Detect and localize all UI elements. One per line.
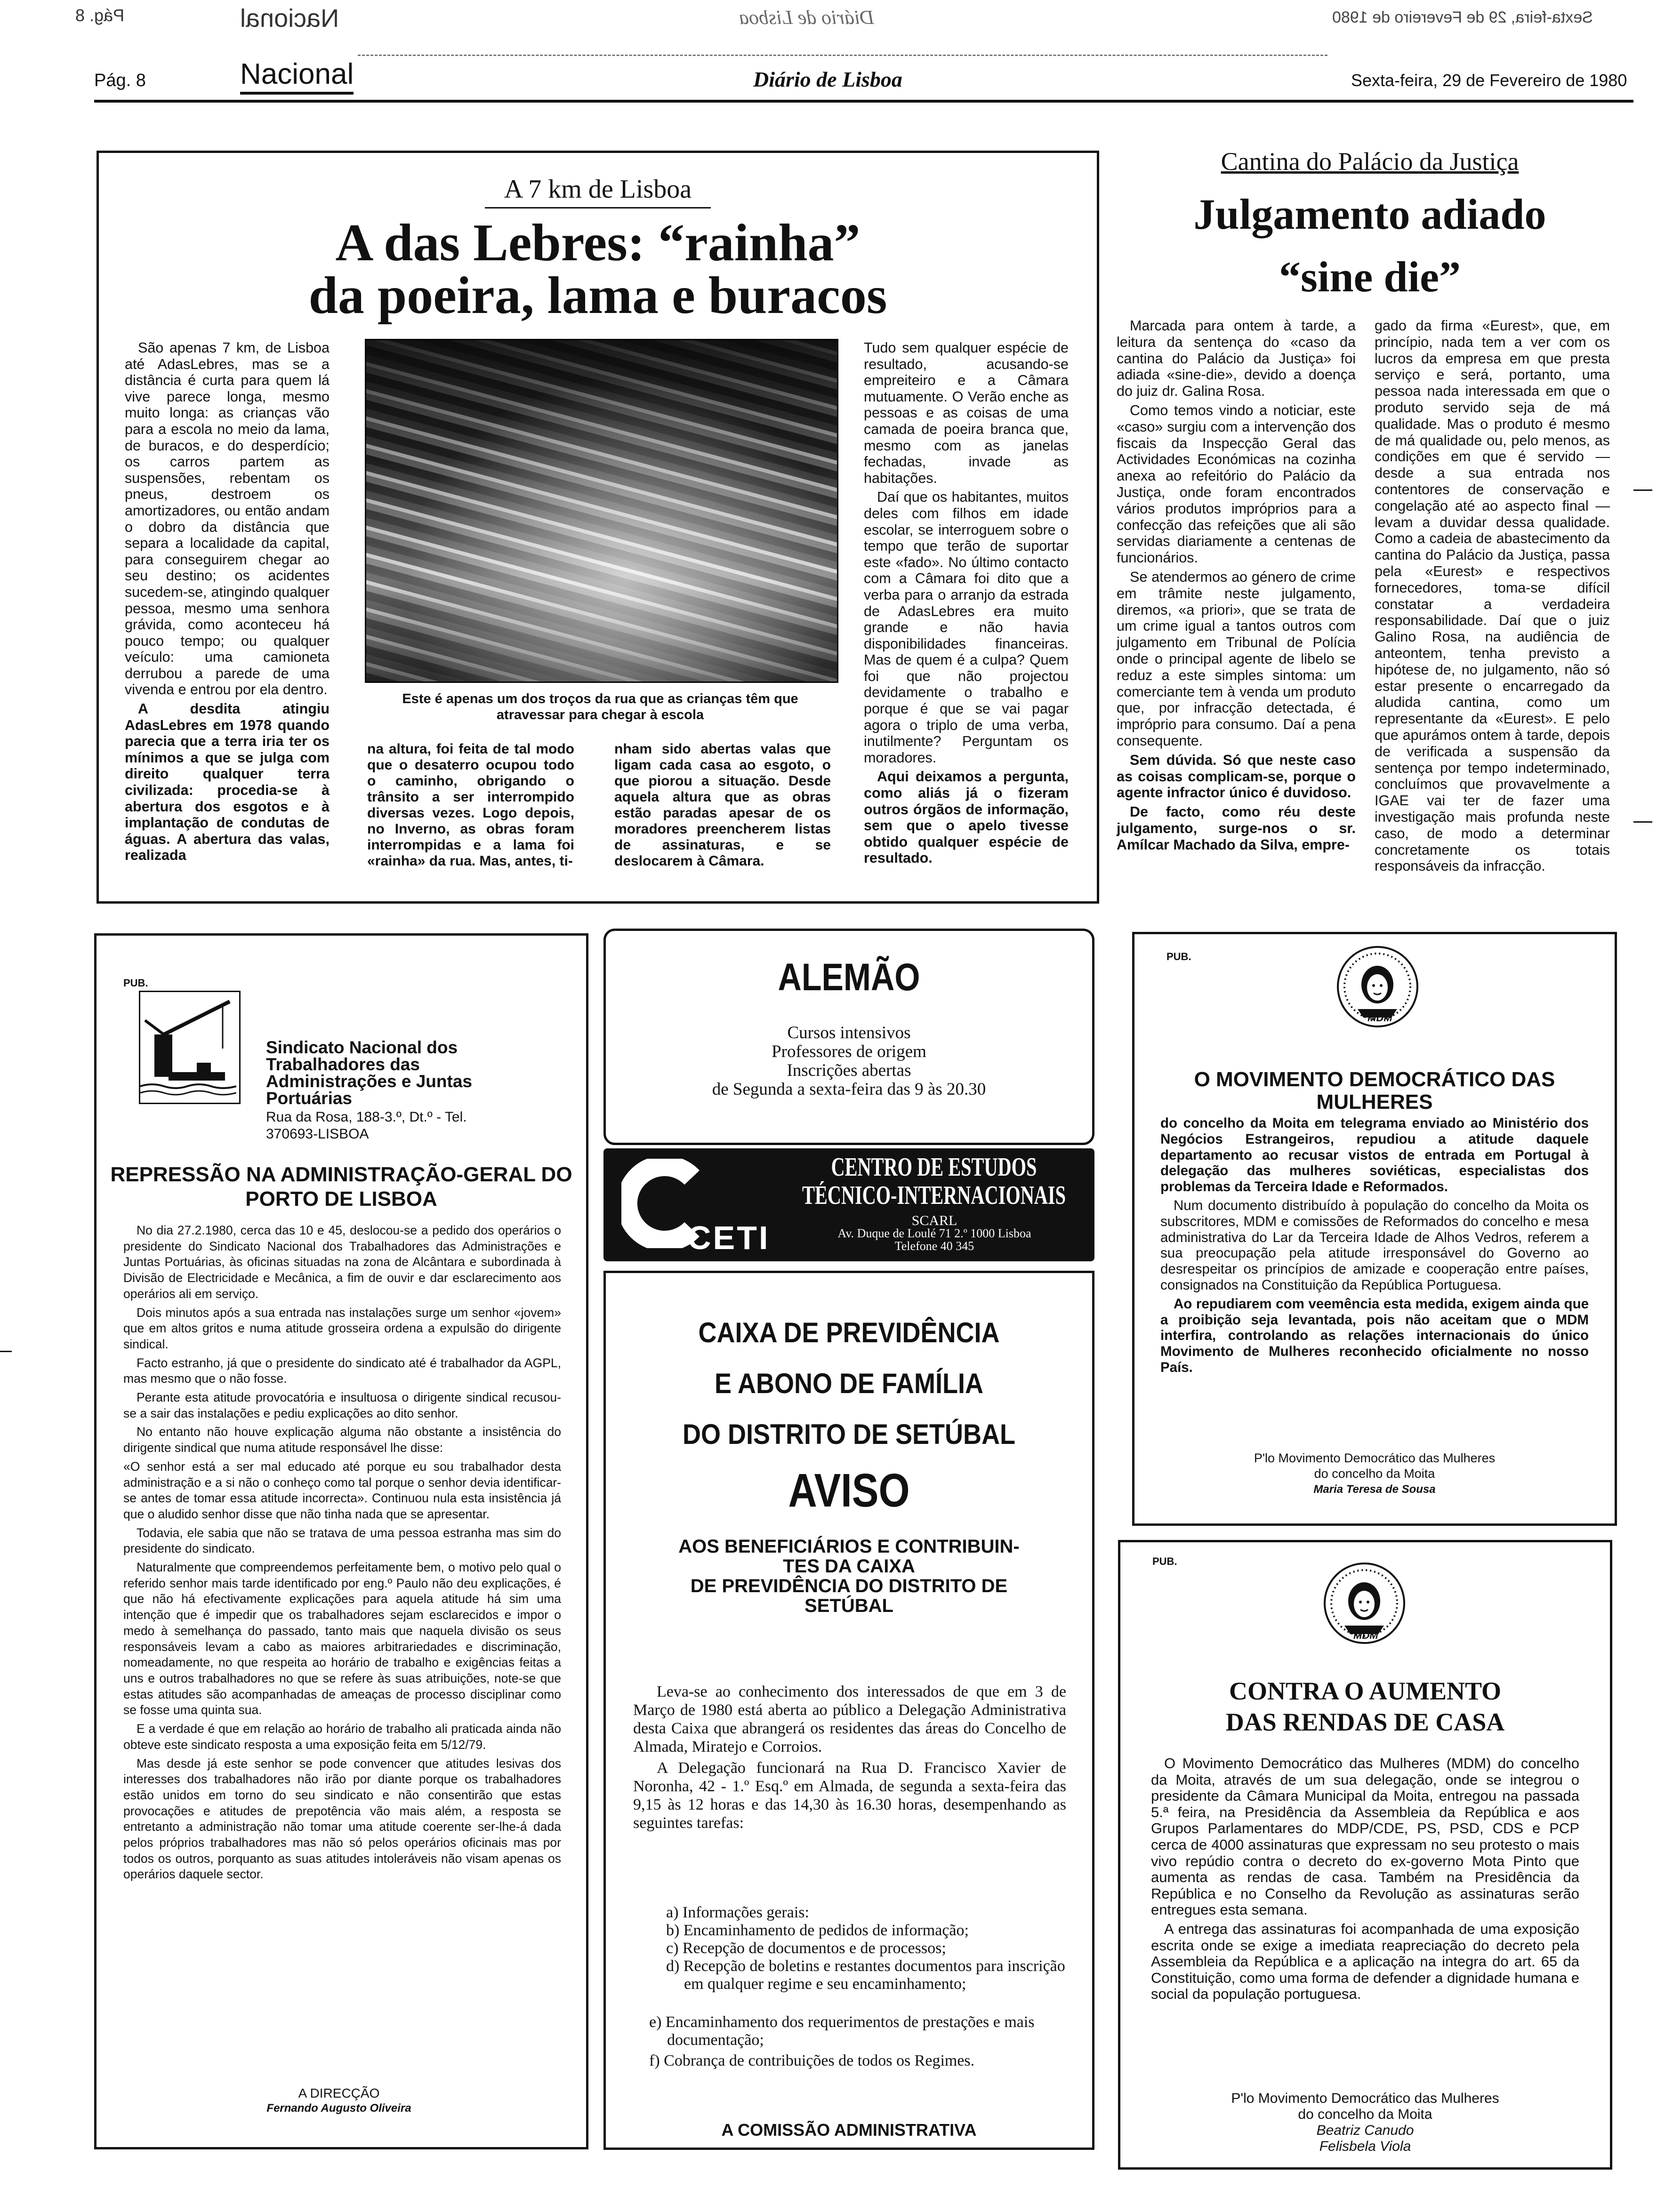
signature-line: Felisbela Viola	[1319, 2139, 1411, 2154]
left-margin-dash	[0, 1351, 12, 1352]
lebres-column-2: na altura, foi feita de tal modo que o desaterro ocupou todo o caminho, obrigando o trânsito a ser interrompido diversas vezes. Logo depois, no Inverno, as obras foram interrompidas e a lama foi «rainha» da rua. Mas, antes, ti-	[367, 741, 574, 869]
sindicato-paragraph: Mas desde já este senhor se pode convencer que atitudes lesivas dos interesses dos trabalhadores não irão por diante porque os trabalhadores estão unidos em torno do seu sindicato e não consentirão que estas provocações e atitudes de prepotência vão mais além, a resposta se entretanto a administração não tomar uma atitude coerente ser-lhe-á dada pelos próprios trabalhadores mas não só pelos operários oficinais mas por todos os outros, porquanto as suas atitudes intoleráveis não visam apenas os operários daquele sector.	[123, 1756, 561, 1882]
road-photo	[365, 339, 838, 683]
sindicato-name-line: Sindicato Nacional dos	[266, 1038, 458, 1057]
caixa-signature: A COMISSÃO ADMINISTRATIVA	[721, 2120, 977, 2140]
caixa-subtitle-line: DE PREVIDÊNCIA DO DISTRITO DE	[690, 1576, 1008, 1596]
caixa-title-line: E ABONO DE FAMÍLIA	[714, 1368, 983, 1399]
sindicato-headline	[108, 1162, 574, 1211]
masthead: Diário de Lisboa	[753, 67, 902, 91]
mdm2-body	[1151, 1755, 1579, 2005]
issue-date: Sexta-feira, 29 de Fevereiro de 1980	[1351, 71, 1627, 90]
address-line: Rua da Rosa, 188-3.º, Dt.º - Tel.	[266, 1109, 467, 1125]
mdm1-title	[1132, 1068, 1617, 1114]
caixa-task-item: c) Recepção de documentos e de processos;	[666, 1940, 946, 1957]
cantina-column-1	[1117, 318, 1356, 856]
ceti-contact	[772, 1214, 1097, 1252]
mdm-logo-text: MDM	[1353, 1629, 1378, 1641]
sindicato-paragraph: E a verdade é que em relação ao horário de trabalho ali praticada ainda não obteve este sindicato resposta a uma exposição feita em 5/12/79.	[123, 1722, 561, 1752]
signature-line: do concelho da Moita	[1314, 1467, 1435, 1481]
signature-line: Fernando Augusto Oliveira	[266, 2102, 411, 2115]
mdm1-body	[1160, 1115, 1589, 1378]
alemao-details	[603, 1024, 1094, 1099]
ceti-name-line: TÉCNICO-INTERNACIONAIS	[802, 1181, 1066, 1210]
photo-caption: Este é apenas um dos troços da rua que as crianças têm que atravessar para chegar à escola	[402, 691, 798, 722]
caixa-subtitle-line: AOS BENEFICIÁRIOS E CONTRIBUIN-	[678, 1536, 1020, 1557]
mdm1-title-line: MULHERES	[1316, 1090, 1433, 1114]
cantina-headline-1: Julgamento adiado	[1193, 190, 1546, 238]
cantina-paragraph: Sem dúvida. Só que neste caso as coisas complicam-se, porque o agente infractor único é duvidoso.	[1117, 752, 1356, 801]
lebres-paragraph: São apenas 7 km, de Lisboa até AdasLebres, mas se a distância é curta para quem lá vive parece longa, mesmo muito longa: as crianças vão para a escola no meio da lama, de buracos, e do desperdício; os carros partem as suspensões, rebentam os pneus, destroem os amortizadores, ou então andam o dobro da distância que separa a localidade da capital, para conseguirem chegar ao seu destino; os acidentes sucedem-se, atingindo qualquer pessoa, mesmo uma senhora grávida, como aconteceu há pouco tempo; ou qualquer veículo: uma camioneta derrubou a parede de uma vivenda e entrou por ela dentro.	[125, 340, 330, 698]
lebres-paragraph: Aqui deixamos a pergunta, como aliás já o fizeram outros órgãos de informação, sem que o apelo tivesse obtido qualquer espécie de resultado.	[864, 769, 1069, 866]
caixa-task-item: a) Informações gerais:	[666, 1904, 809, 1921]
margin-dash	[1633, 821, 1652, 823]
alemao-line: Professores de origem	[772, 1042, 926, 1061]
pub-label: PUB.	[123, 977, 148, 989]
sindicato-address	[266, 1109, 467, 1143]
margin-dash	[1633, 489, 1652, 491]
mdm1-title-line: O MOVIMENTO DEMOCRÁTICO DAS	[1194, 1068, 1555, 1091]
signature-line: A DIRECÇÃO	[298, 2086, 380, 2100]
caixa-task-item: e) Encaminhamento dos requerimentos de prestações e mais documentação;	[649, 2013, 1035, 2049]
page-number: Pág. 8	[94, 71, 146, 90]
caixa-paragraph: A Delegação funcionará na Rua D. Francisco Xavier de Noronha, 42 - 1.º Esq.º em Almada, de segunda a sexta-feira das 9,15 às 12 horas e das 14,30 às 16.30 horas, desempenhando as seguintes tarefas:	[633, 1759, 1066, 1832]
sindicato-paragraph: No dia 27.2.1980, cerca das 10 e 45, deslocou-se a pedido dos operários o presidente do Sindicato Nacional dos Trabalhadores das Administrações e Juntas Portuárias, às oficinas situadas na zona de Alcântara e subordinada à Divisão de Electricidade e Mecânica, a fim de ouvir e dar esclarecimento aos operários ali em serviço.	[123, 1223, 561, 1301]
lebres-column-1	[125, 340, 330, 866]
mdm-logo-text: MDM	[1367, 1012, 1392, 1024]
sindicato-paragraph: Naturalmente que compreendemos perfeitamente bem, o motivo pelo qual o referido senhor mais tarde identificado por eng.º Paulo não deu explicações, é que não há efectivamente explicações para aquela atitude há sim uma intenção que é impedir que os trabalhadores sejam esclarecidos e impor o medo à semelhança do passado, tanto mais que naquela divisão os seus responsáveis levam a cabo as maiores arbitrariedades e discriminação, nomeadamente, no que respeita ao horário de trabalho e exigências feitas a uns e outros trabalhadores no que se refere às suas atribuições, note-se que estas atitudes são acompanhadas de ameaças de processo disciplinar como se fosse uma quinta sua.	[123, 1560, 561, 1717]
caixa-task-item: b) Encaminhamento de pedidos de informação;	[666, 1922, 969, 1939]
alemao-line: Cursos intensivos	[787, 1023, 911, 1042]
caixa-title-line: CAIXA DE PREVIDÊNCIA	[698, 1317, 1000, 1348]
mdm1-signature	[1132, 1451, 1617, 1497]
lebres-paragraph: A desdita atingiu AdasLebres em 1978 quando parecia que a terra iria ter os mínimos a que se julga com direito qualquer terra civilizada: procedia-se à abertura dos esgotos e à implantação de condutas de águas. A abertura das valas, realizada	[125, 701, 330, 864]
sindicato-signature	[235, 2086, 442, 2116]
caixa-task-list-2	[633, 2013, 1066, 2070]
signature-line: do concelho da Moita	[1298, 2107, 1432, 2122]
sindicato-paragraph: «O senhor está a ser mal educado até porque eu sou trabalhador desta administração e a si não o conheço como tal porque o senhor devia identificar-se antes de tomar essa atitude incorrecta». Continuou nula esta insistência já que o aludido senhor disse que não tinha nada que se apresentar.	[123, 1459, 561, 1521]
cantina-headline-2: “sine die”	[1279, 253, 1461, 301]
signature-line: Beatriz Canudo	[1316, 2123, 1414, 2138]
signature-line: P'lo Movimento Democrático das Mulheres	[1231, 2091, 1499, 2106]
caixa-task-item: d) Recepção de boletins e restantes documentos para inscrição em qualquer regime e seu encaminhamento;	[666, 1957, 1065, 1993]
ceti-name-line: CENTRO DE ESTUDOS	[831, 1153, 1037, 1182]
caixa-aviso: AVISO	[788, 1464, 910, 1517]
alemao-title: ALEMÃO	[778, 956, 920, 999]
cantina-kicker: Cantina do Palácio da Justiça	[1221, 147, 1519, 176]
header-dotted-rule	[358, 55, 1327, 56]
mdm1-paragraph: Num documento distribuído à população do concelho da Moita os subscritores, MDM e comissões de Reformados do concelho e mesa administrativa do Lar da Terceira Idade de Alhos Vedros, referem a sua preocupação pela atitude irresponsável do Governo ao desrespeitar os princípios de amizade e cooperação entre países, consignados na Constituição da República Portuguesa.	[1160, 1197, 1589, 1293]
caixa-title	[628, 1307, 1070, 1460]
sindicato-name-line: Portuárias	[266, 1089, 353, 1108]
cantina-column-2	[1375, 318, 1610, 877]
mirror-section: Nacional	[240, 4, 339, 32]
mdm2-title	[1118, 1675, 1612, 1738]
address-line: 370693-LISBOA	[266, 1126, 369, 1142]
lebres-column-4	[864, 340, 1069, 869]
lebres-column-3: nham sido abertas valas que ligam cada casa ao esgoto, o que piorou a situação. Desde aquela altura que as obras estão paradas apesar de os moradores preencherem listas de assinaturas, e se deslocarem à Câmara.	[614, 741, 831, 869]
caixa-subtitle	[603, 1537, 1094, 1616]
signature-line: Maria Teresa de Sousa	[1313, 1483, 1436, 1496]
lebres-headline-2: da poeira, lama e buracos	[308, 266, 887, 325]
mirror-date: Sexta-feira, 29 de Fevereiro de 1980	[1332, 8, 1593, 26]
ceti-logo: CETI	[687, 1219, 770, 1256]
cantina-paragraph: De facto, como réu deste julgamento, surge-nos o sr. Amílcar Machado da Silva, empre-	[1117, 804, 1356, 853]
alemao-line: Inscrições abertas	[787, 1061, 911, 1080]
sindicato-name	[266, 1039, 472, 1107]
caixa-subtitle-line: TES DA CAIXA	[783, 1556, 915, 1577]
caixa-paragraph: Leva-se ao conhecimento dos interessados de que em 3 de Março de 1980 está aberta ao público a Delegação Administrativa desta Caixa que abrangerá os residentes das áreas do Concelho de Almada, Miratejo e Corroios.	[633, 1683, 1066, 1755]
sindicato-paragraph: Perante esta atitude provocatória e insultuosa o dirigente sindical recusou-se a sair das instalações e pediu explicações ao dito senhor.	[123, 1390, 561, 1420]
mirror-masthead: Diário de Lisboa	[739, 7, 875, 29]
mdm1-paragraph: Ao repudiarem com veemência esta medida, exigem ainda que a proibição seja levantada, pois não aceitam que o MDM interfira, controlando as relações internacionais do único Movimento de Mulheres reconhecido oficialmente no nosso País.	[1160, 1296, 1589, 1375]
lebres-kicker: A 7 km de Lisboa	[504, 175, 692, 204]
mirror-page-number: Pág. 8	[75, 6, 125, 25]
mdm2-title-line: CONTRA O AUMENTO	[1229, 1677, 1502, 1705]
mdm1-paragraph: do concelho da Moita em telegrama enviado ao Ministério dos Negócios Estrangeiros, repudiou a atitude daquele departamento ao recusar vistos de entrada em Portugal à delegação das mulheres soviéticas, especialistas dos problemas da Terceira Idade e Reformados.	[1160, 1115, 1589, 1195]
cantina-paragraph: Como temos vindo a noticiar, este «caso» surgiu com a intervenção dos fiscais da Inspecção Geral das Actividades Económicas na cozinha anexa ao refeitório do Palácio da Justiça, onde foram encontrados vários produtos impróprios para a confecção das refeições que ali são servidas diariamente a centenas de funcionários.	[1117, 402, 1356, 566]
caixa-subtitle-line: SETÚBAL	[804, 1595, 893, 1616]
mdm2-paragraph: A entrega das assinaturas foi acompanhada de uma exposição escrita onde se exige a imediata reapreciação do decreto pela Assembleia da República e a aplicação na integra do art. 65 da Constituição, como uma forma de defender a dignidade humana e social da população portuguesa.	[1151, 1920, 1579, 2003]
sindicato-name-line: Administrações e Juntas	[266, 1072, 472, 1091]
headline-line: PORTO DE LISBOA	[245, 1187, 437, 1210]
sindicato-name-line: Trabalhadores das	[266, 1055, 420, 1074]
sindicato-paragraph: Facto estranho, já que o presidente do sindicato até é trabalhador da AGPL, mas mesmo que o não fosse.	[123, 1355, 561, 1386]
caixa-body	[633, 1683, 1066, 1835]
lebres-headline-1: A das Lebres: “rainha”	[335, 214, 861, 272]
port-crane-icon	[139, 991, 241, 1104]
sindicato-paragraph: No entanto não houve explicação alguma não obstante a insistência do dirigente sindical que numa atitude responsável lhe disse:	[123, 1425, 561, 1455]
headline-line: REPRESSÃO NA ADMINISTRAÇÃO-GERAL DO	[110, 1163, 572, 1186]
mdm2-signature	[1118, 2091, 1612, 2155]
header-rule	[94, 100, 1633, 103]
cantina-paragraph: Se atendermos ao género de crime em trâmite neste julgamento, diremos, «a priori», que se trata de um crime igual a tantos outros com julgamento em Tribunal de Polícia onde o principal agente de libelo se reduz a este simples sintoma: um comerciante tem à venda um produto que, por infracção detectada, é impróprio para consumo. Daí a pena consequente.	[1117, 569, 1356, 749]
ceti-address: Av. Duque de Loulé 71 2.º 1000 Lisboa	[837, 1226, 1031, 1240]
lebres-kicker-rule	[485, 207, 711, 208]
lebres-paragraph: Daí que os habitantes, muitos deles com filhos em idade escolar, se interroguem sobre o tempo que terão de suportar este «fado». No último contacto com a Câmara foi dito que a verba para o arranjo da estrada de AdasLebres era muito grande e não havia disponibilidades financeiras. Mas de quem é a culpa? Quem foi que não projectou devidamente o trabalho e porque é que se vai pagar agora o triplo de uma verba, inutilmente? Perguntam os moradores.	[864, 489, 1069, 766]
ceti-phone: Telefone 40 345	[894, 1239, 974, 1253]
caixa-task-item: f) Cobrança de contribuições de todos os Regimes.	[649, 2052, 975, 2069]
signature-line: P'lo Movimento Democrático das Mulheres	[1254, 1451, 1496, 1465]
lebres-paragraph: Tudo sem qualquer espécie de resultado, acusando-se empreiteiro e a Câmara mutuamente. O Verão enche as pessoas e as coisas de uma camada de poeira branca que, mesmo com as janelas fechadas, invade as habitações.	[864, 340, 1069, 486]
ceti-scarl: SCARL	[911, 1213, 957, 1228]
alemao-line: de Segunda a sexta-feira das 9 às 20.30	[712, 1080, 986, 1099]
sindicato-paragraph: Dois minutos após a sua entrada nas instalações surge um senhor «jovem» que em altos gritos e numa atitude grosseira ordena a expulsão do dirigente sindical.	[123, 1305, 561, 1351]
cantina-paragraph: Marcada para ontem à tarde, a leitura da sentença do «caso da cantina do Palácio da Justiça» foi adiada «sine-die», devido a doença do juiz dr. Galina Rosa.	[1117, 318, 1356, 400]
caixa-title-line: DO DISTRITO DE SETÚBAL	[682, 1419, 1016, 1450]
mdm2-paragraph: O Movimento Democrático das Mulheres (MDM) do concelho da Moita, através de um sua delegação, onde se integrou o presidente da Câmara Municipal da Moita, entregou na passada 5.ª feira, na Presidência da Assembleia da República e aos Grupos Parlamentares do MDP/CDE, PS, PSD, CDS e PCP cerca de 4000 assinaturas que expressam no seu protesto o mais vivo repúdio contra o decreto do ex-governo Mota Pinto que aumenta as rendas de casa. Também na Presidência da República e no Conselho da Revolução as assinaturas serão entregues esta semana.	[1151, 1755, 1579, 1918]
cantina-paragraph: gado da firma «Eurest», que, em princípio, nada tem a ver com os lucros da empresa em que presta serviço e será, portanto, uma pessoa nada interessada em que o produto servido seja de má qualidade. Mas o produto é mesmo de má qualidade ou, pelo menos, as condições em que é servido — desde a sua entrada nos contentores de conservação e congelação até ao aspecto final — levam a duvidar dessa qualidade. Como a cadeia de abastecimento da cantina do Palácio da Justiça, passa pela «Eurest» e respectivos fornecedores, toma-se difícil constatar a verdadeira responsabilidade. Daí que o juiz Galino Rosa, na audiência de anteontem, tenha previsto a hipótese de, no julgamento, não só estar presente o encarregado da aludida cantina, como um representante da «Eurest». E pelo que apurámos ontem à tarde, depois de verificada a suspensão da sentença por tempo indeterminado, concluímos que provavelmente a IGAE vai ter de fazer uma investigação mais profunda neste caso, de modo a determinar concretamente os totais responsáveis da infracção.	[1375, 318, 1610, 874]
section-title: Nacional	[240, 57, 354, 95]
ceti-name	[781, 1153, 1086, 1210]
sindicato-body	[123, 1223, 561, 1885]
pub-label: PUB.	[1152, 1555, 1177, 1567]
mdm2-title-line: DAS RENDAS DE CASA	[1225, 1708, 1505, 1736]
sindicato-paragraph: Todavia, ele sabia que não se tratava de uma pessoa estranha mas sim do presidente do sindicato.	[123, 1525, 561, 1556]
pub-label: PUB.	[1166, 951, 1191, 962]
caixa-task-list	[666, 1904, 1066, 1993]
